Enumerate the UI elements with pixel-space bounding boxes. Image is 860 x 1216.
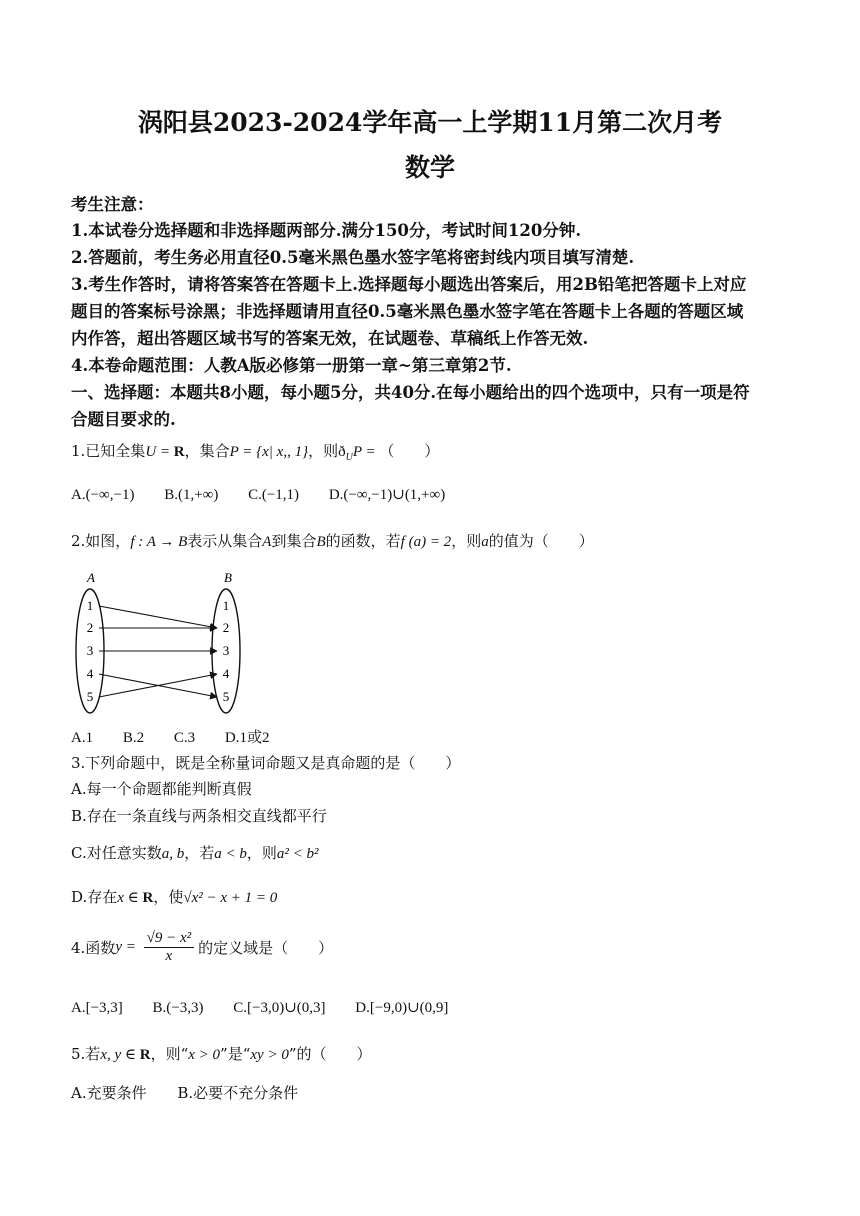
q3c-text-2: ，若	[184, 844, 215, 862]
q2-math-a: A	[262, 534, 272, 550]
q5-text-1: 5.若	[71, 1045, 101, 1063]
q1-text-1: 1.已知全集	[71, 442, 146, 460]
q1-text-2: ，集合	[184, 442, 230, 460]
q1-option-a[interactable]: A.(−∞,−1)	[71, 487, 135, 503]
set-a-element-2: 2	[86, 620, 94, 635]
q4-option-c[interactable]: C.[−3,0)∪(0,3]	[233, 1000, 326, 1016]
q5-math-real-set: R	[139, 1047, 151, 1063]
q5-math-cond-1: x > 0	[188, 1047, 221, 1063]
question-4-stem	[71, 930, 333, 965]
question-1-options	[71, 485, 471, 504]
question-5-options	[71, 1082, 324, 1103]
q5-text-4: ”的（ ）	[288, 1045, 372, 1063]
q3d-math-real-set: R	[142, 890, 154, 906]
q2-math-f: f : A → B	[130, 534, 188, 550]
q3c-text-3: ，则	[246, 844, 277, 862]
q3d-text-2: ，使	[153, 888, 184, 906]
q3d-text-1: D.存在	[71, 888, 118, 906]
set-b-element-3: 3	[222, 643, 230, 658]
note-3-line-1: 3.考生作答时，请将答案答在答题卡上.选择题每小题选出答案后，用2B铅笔把答题卡上对应	[71, 275, 747, 294]
question-2-options	[71, 726, 295, 747]
note-3-line-3: 内作答，超出答题区域书写的答案无效，在试题卷、草稿纸上作答无效.	[71, 329, 589, 348]
set-b-element-2: 2	[222, 620, 230, 635]
question-5-stem	[71, 1043, 371, 1064]
q2-option-d[interactable]: D.1或2	[224, 730, 270, 746]
q4-text-1: 4.函数	[71, 939, 116, 957]
q3d-math-root: √x² − x + 1 = 0	[183, 890, 278, 906]
question-3-stem: 3.下列命题中，既是全称量词命题又是真命题的是（ ）	[71, 754, 461, 772]
notes-heading: 考生注意：	[71, 195, 154, 214]
q2-math-var-a: a	[481, 534, 489, 550]
q1-math-complement: ð	[338, 444, 346, 460]
q2-option-c[interactable]: C.3	[173, 730, 196, 746]
q3-option-d[interactable]	[71, 886, 277, 907]
q5-math-xy: x, y ∈	[100, 1047, 140, 1063]
q3d-math-x: x ∈	[117, 890, 143, 906]
q2-text-6: 的值为（ ）	[488, 532, 594, 550]
set-a-element-4: 4	[86, 666, 94, 681]
set-b-label: B	[224, 570, 232, 585]
set-a-element-5: 5	[86, 689, 94, 704]
q3-option-c[interactable]	[71, 842, 319, 863]
set-a-element-1: 1	[86, 598, 94, 613]
q2-text-1: 2.如图，	[71, 532, 131, 550]
section-header-line-2: 合题目要求的.	[71, 410, 176, 429]
q2-math-fa: f (a) = 2	[400, 534, 452, 550]
q1-math-p: P =	[352, 444, 380, 460]
question-4-options	[71, 998, 474, 1017]
note-4: 4.本卷命题范围：人教A版必修第一册第一章~第三章第2节.	[71, 356, 512, 375]
question-1-stem	[71, 440, 439, 463]
q4-option-a[interactable]: A.[−3,3]	[71, 1000, 123, 1016]
q2-option-b[interactable]: B.2	[122, 730, 145, 746]
q5-option-b[interactable]: B.必要不充分条件	[177, 1084, 299, 1102]
q2-text-5: ，则	[451, 532, 482, 550]
q2-math-b: B	[316, 534, 326, 550]
q1-math-set-p: P = {x| x,, 1}	[229, 444, 309, 460]
note-1: 1.本试卷分选择题和非选择题两部分.满分150分，考试时间120分钟.	[71, 221, 582, 240]
q2-text-2: 表示从集合	[187, 532, 263, 550]
set-b-element-4: 4	[222, 666, 230, 681]
q4-denominator: x	[165, 948, 173, 964]
q3-option-a[interactable]: A.每一个命题都能判断真假	[71, 780, 252, 798]
question-2-stem	[71, 530, 594, 551]
exam-subject: 数学	[404, 153, 455, 182]
q1-text-4: （ ）	[379, 442, 440, 460]
q5-option-a[interactable]: A.充要条件	[71, 1084, 147, 1102]
mapping-diagram	[71, 566, 261, 736]
q5-text-2: ，则“	[150, 1045, 189, 1063]
q1-text-3: ，则	[308, 442, 339, 460]
set-b-element-1: 1	[222, 598, 230, 613]
q3c-math-squares: a² < b²	[276, 846, 319, 862]
q1-option-b[interactable]: B.(1,+∞)	[164, 487, 219, 503]
q2-option-a[interactable]: A.1	[71, 730, 94, 746]
mapping-arrow-1-to-2	[99, 606, 217, 628]
exam-title: 涡阳县2023-2024学年高一上学期11月第二次月考	[137, 108, 723, 137]
set-a-label: A	[87, 570, 95, 585]
q2-text-3: 到集合	[271, 532, 317, 550]
q3c-text-1: C.对任意实数	[71, 844, 162, 862]
note-3-line-2: 题目的答案标号涂黑；非选择题请用直径0.5毫米黑色墨水签字笔在答题卡上各题的答题区域	[71, 302, 744, 321]
q1-option-c[interactable]: C.(−1,1)	[248, 487, 300, 503]
q1-option-d[interactable]: D.(−∞,−1)∪(1,+∞)	[328, 487, 446, 503]
set-b-element-5: 5	[222, 689, 230, 704]
note-2: 2.答题前，考生务必用直径0.5毫米黑色墨水签字笔将密封线内项目填写清楚.	[71, 248, 635, 267]
q4-fraction	[144, 930, 195, 965]
q4-option-b[interactable]: B.(−3,3)	[152, 1000, 204, 1016]
q4-text-2: 的定义域是（ ）	[198, 939, 334, 957]
q3-option-b[interactable]: B.存在一条直线与两条相交直线都平行	[71, 807, 327, 825]
q3c-math-ab: a, b	[161, 846, 185, 862]
q3c-math-ineq: a < b	[214, 846, 247, 862]
q2-text-4: 的函数，若	[325, 532, 401, 550]
q1-math-universe: U =	[145, 444, 174, 460]
q5-math-cond-2: xy > 0	[250, 1047, 289, 1063]
q5-text-3: ”是“	[220, 1045, 251, 1063]
set-a-element-3: 3	[86, 643, 94, 658]
q4-option-d[interactable]: D.[−9,0)∪(0,9]	[355, 1000, 449, 1016]
q4-numerator: √9 − x²	[144, 930, 195, 948]
q1-math-complement-sub: U	[345, 452, 353, 463]
section-header-line-1: 一、选择题：本题共8小题，每小题5分，共40分.在每小题给出的四个选项中，只有一项是符	[71, 383, 750, 402]
q4-math-y: y =	[115, 939, 140, 955]
q1-math-real-set: R	[173, 444, 185, 460]
